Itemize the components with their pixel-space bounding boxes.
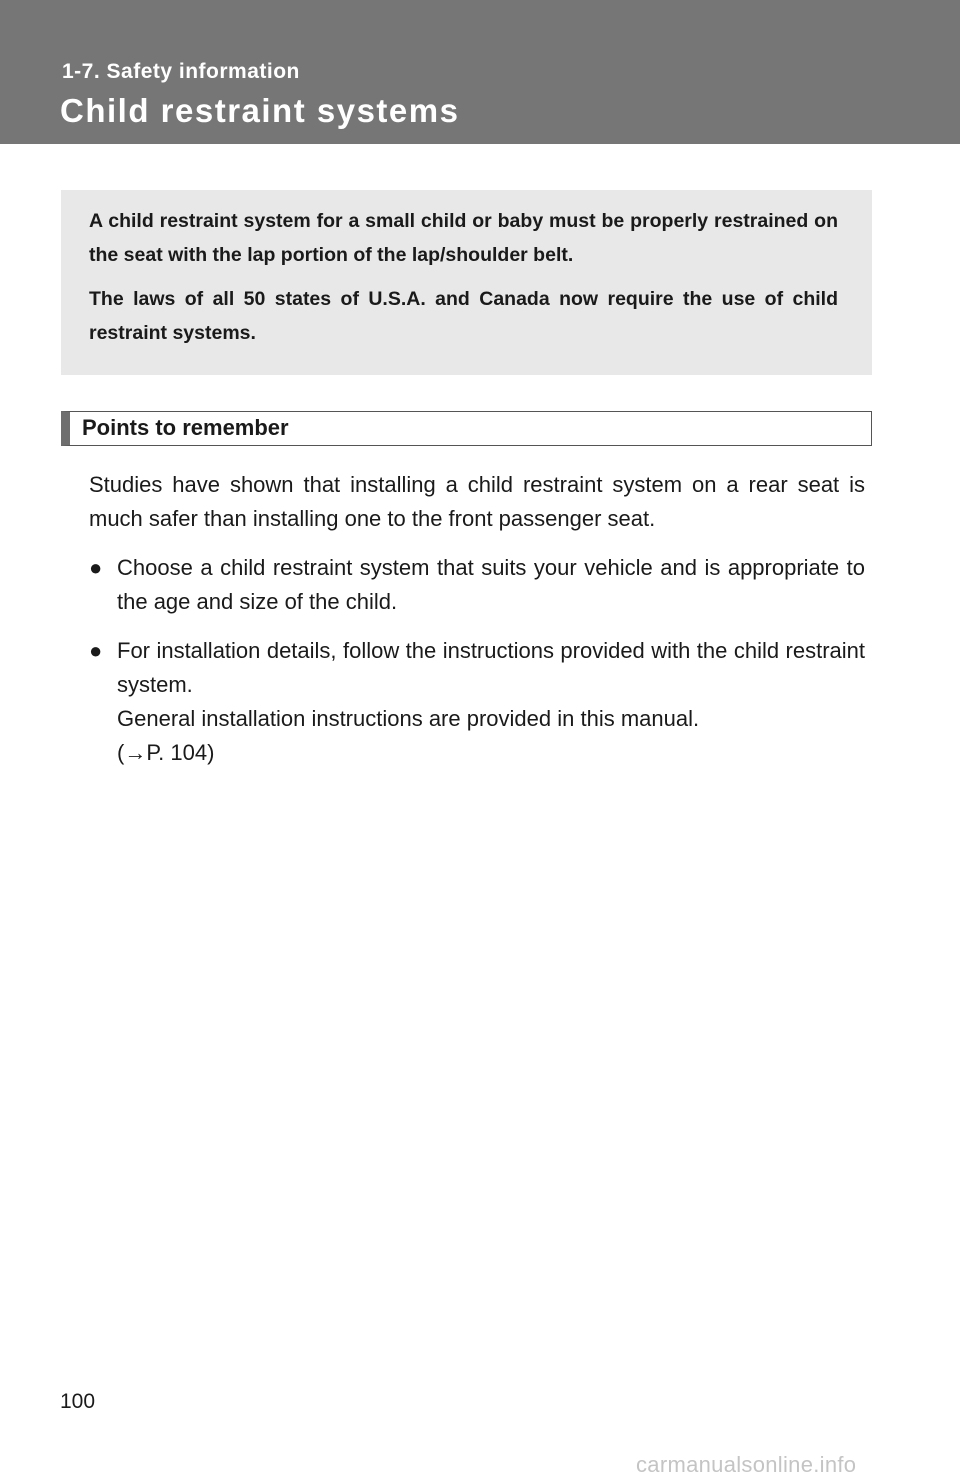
points-body: Studies have shown that installing a child restraint system on a rear seat is much safer than installing one to the front passenger seat. <box>89 472 865 531</box>
page-header <box>0 0 960 144</box>
intro-paragraph: The laws of all 50 states of U.S.A. and Canada now require the use of child restraint systems. <box>89 288 838 344</box>
section-label: 1-7. Safety information <box>62 60 300 83</box>
intro-paragraph: A child restraint system for a small child or baby must be properly restrained on the seat with the lap portion of the lap/shoulder belt. <box>89 210 838 266</box>
page-number: 100 <box>60 1390 96 1413</box>
page-title: Child restraint systems <box>60 92 460 129</box>
bullet-text: Choose a child restraint system that suits your vehicle and is appropriate to the age and size of the child. <box>117 555 865 614</box>
bullet-icon: ● <box>89 555 103 580</box>
list-item <box>89 551 865 619</box>
points-heading: Points to remember <box>61 411 872 446</box>
bullet-list <box>89 551 865 785</box>
bullet-icon: ● <box>89 638 103 663</box>
intro-box <box>61 190 872 375</box>
list-item <box>89 634 865 770</box>
page-reference-link[interactable]: (→P. 104) <box>117 740 215 765</box>
bullet-text: For installation details, follow the instructions provided with the child restraint system. <box>117 638 865 697</box>
bullet-text-line: General installation instructions are provided in this manual. <box>117 706 700 731</box>
watermark: carmanualsonline.info <box>636 1452 857 1477</box>
